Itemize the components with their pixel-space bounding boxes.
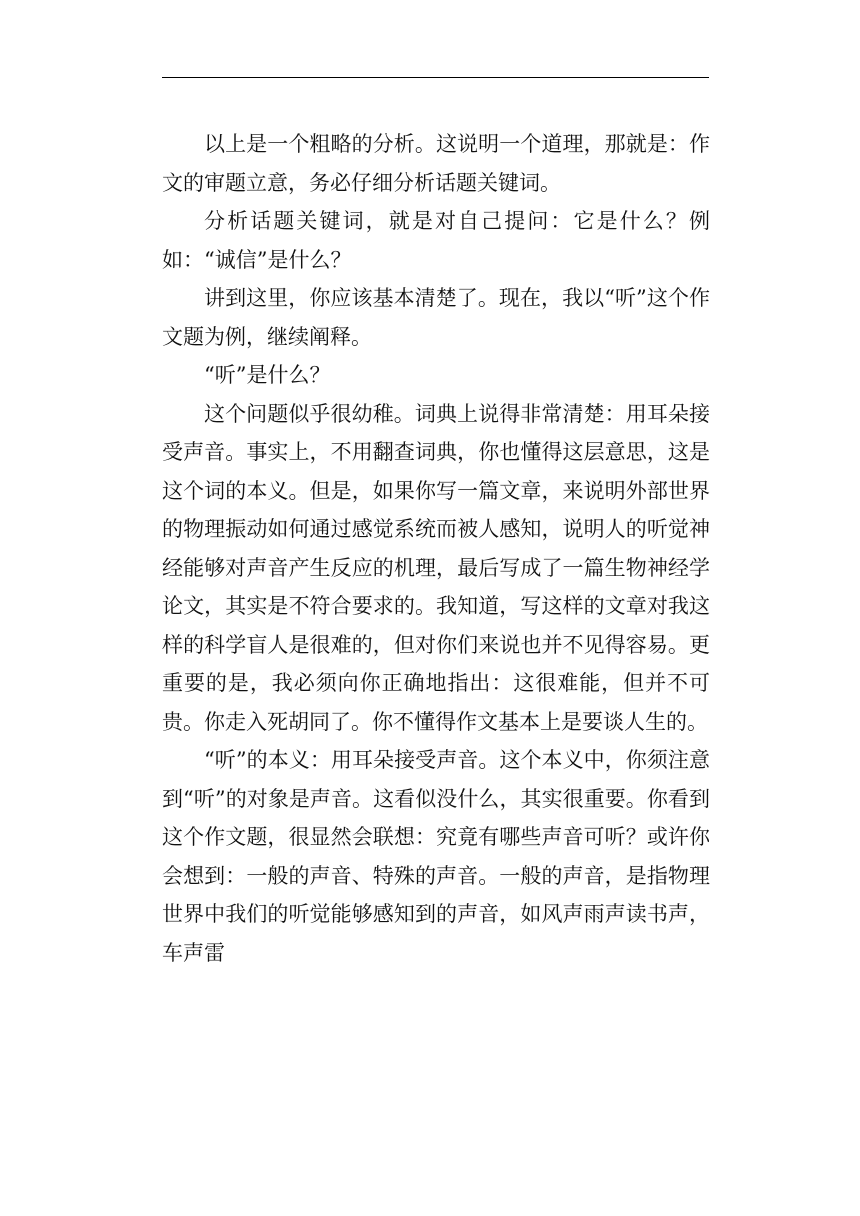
paragraph: 以上是一个粗略的分析。这说明一个道理，那就是：作文的审题立意，务必仔细分析话题关键词。 [162, 132, 710, 195]
paragraph: “听”的本义：用耳朵接受声音。这个本义中，你须注意到“听”的对象是声音。这看似没什么，其实很重要。你看到这个作文题，很显然会联想：究竟有哪些声音可听？或许你会想到：一般的声音、特殊的声音。一般的声音，是指物理世界中我们的听觉能够感知到的声音，如风声雨声读书声，车声雷 [162, 748, 710, 965]
paragraph: 分析话题关键词，就是对自己提问：它是什么？例如：“诚信”是什么？ [162, 209, 710, 272]
paragraph: 讲到这里，你应该基本清楚了。现在，我以“听”这个作文题为例，继续阐释。 [162, 286, 710, 349]
header-rule [162, 77, 709, 78]
paragraph: “听”是什么？ [204, 363, 331, 387]
paragraph: 这个问题似乎很幼稚。词典上说得非常清楚：用耳朵接受声音。事实上，不用翻查词典，你也懂得这层意思，这是这个词的本义。但是，如果你写一篇文章，来说明外部世界的物理振动如何通过感觉系统而被人感知，说明人的听觉神经能够对声音产生反应的机理，最后写成了一篇生物神经学论文，其实是不符合要求的。我知道，写这样的文章对我这样的科学盲人是很难的，但对你们来说也并不见得容易。更重要的是，我必须向你正确地指出：这很难能，但并不可贵。你走入死胡同了。你不懂得作文基本上是要谈人生的。 [162, 401, 710, 734]
body-text [162, 125, 710, 972]
